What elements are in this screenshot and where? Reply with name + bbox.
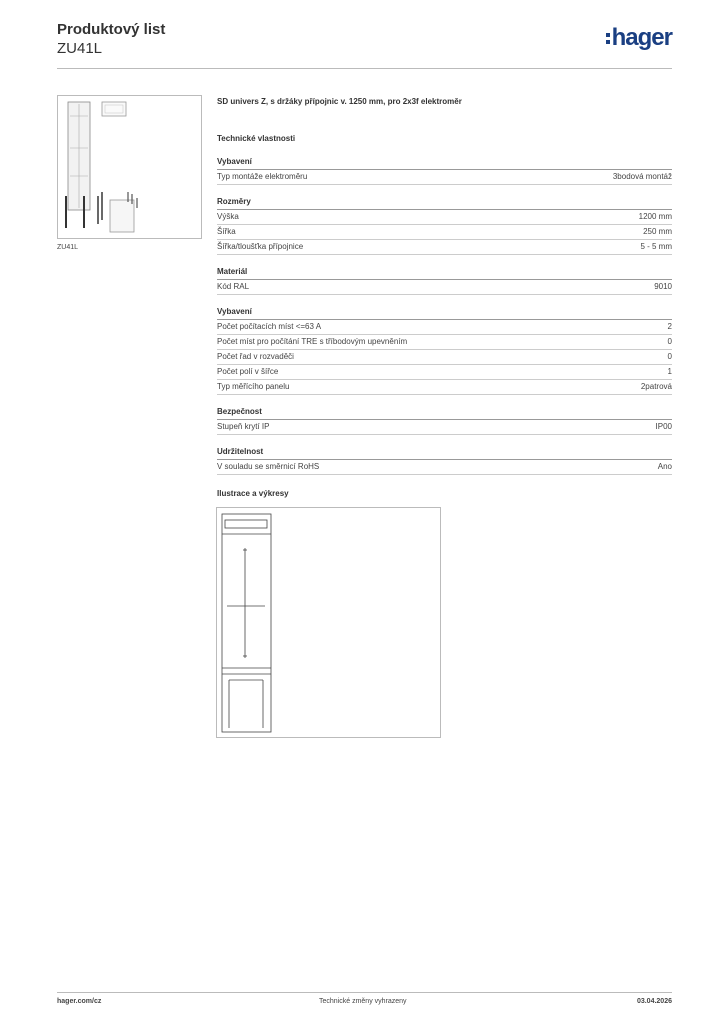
spec-label: Šířka/tloušťka přípojnice (217, 242, 304, 251)
spec-value: 2patrová (640, 382, 672, 391)
spec-label: Počet polí v šířce (217, 367, 279, 376)
spec-row (217, 240, 672, 255)
spec-row (217, 225, 672, 240)
spec-label: Výška (217, 212, 239, 221)
product-image (57, 95, 202, 239)
spec-row (217, 365, 672, 380)
spec-value: 3bodová montáž (612, 172, 672, 181)
product-description-title: SD univers Z, s držáky přípojnic v. 1250 mm, pro 2x3f elektroměr (217, 97, 462, 106)
spec-row (217, 210, 672, 225)
technical-drawing (216, 507, 441, 738)
group-title: Vybavení (217, 157, 672, 170)
footer-note: Technické změny vyhrazeny (319, 998, 407, 1005)
spec-label: Počet řad v rozvaděči (217, 352, 294, 361)
spec-label: Šířka (217, 227, 236, 236)
spec-row (217, 170, 672, 185)
spec-value: 1200 mm (638, 212, 672, 221)
spec-label: V souladu se směrnicí RoHS (217, 462, 320, 471)
spec-group-sustainability (217, 447, 672, 475)
spec-value: Ano (657, 462, 672, 471)
document-type-title: Produktový list (57, 21, 166, 38)
spec-label: Počet počítacích míst <=63 A (217, 322, 322, 331)
spec-value: 0 (667, 337, 672, 346)
main-content (217, 97, 672, 498)
product-code: ZU41L (57, 40, 103, 57)
spec-value: 250 mm (643, 227, 672, 236)
spec-label: Typ měřícího panelu (217, 382, 290, 391)
footer-divider (57, 992, 672, 993)
spec-group-material (217, 267, 672, 295)
logo-text: hager (611, 24, 672, 51)
spec-label: Typ montáže elektroměru (217, 172, 308, 181)
group-title: Udržitelnost (217, 447, 672, 460)
spec-value: 1 (667, 367, 672, 376)
spec-row (217, 460, 672, 475)
spec-value: 0 (667, 352, 672, 361)
spec-value: IP00 (655, 422, 672, 431)
spec-row (217, 380, 672, 395)
technical-properties-title: Technické vlastnosti (217, 134, 296, 143)
group-title: Rozměry (217, 197, 672, 210)
header-divider (57, 68, 672, 69)
spec-value: 5 - 5 mm (640, 242, 672, 251)
enclosure-drawing (217, 508, 440, 737)
spec-value: 2 (667, 322, 672, 331)
spec-row (217, 280, 672, 295)
spec-row (217, 350, 672, 365)
spec-row (217, 320, 672, 335)
spec-group-dimensions (217, 197, 672, 255)
spec-row (217, 420, 672, 435)
logo-dots-icon (606, 33, 610, 44)
footer-website-link[interactable]: hager.com/cz (57, 998, 102, 1005)
spec-group-safety (217, 407, 672, 435)
spec-group-equipment (217, 157, 672, 185)
hager-logo (606, 26, 672, 50)
spec-label: Kód RAL (217, 282, 250, 291)
spec-row (217, 335, 672, 350)
product-photo-illustration (58, 96, 201, 238)
illustrations-title: Ilustrace a výkresy (217, 489, 289, 498)
group-title: Materiál (217, 267, 672, 280)
spec-group-equipment-2 (217, 307, 672, 395)
spec-value: 9010 (654, 282, 672, 291)
spec-label: Počet míst pro počítání TRE s tříbodovým upevněním (217, 337, 408, 346)
group-title: Vybavení (217, 307, 672, 320)
spec-label: Stupeň krytí IP (217, 422, 270, 431)
footer-date: 03.04.2026 (636, 998, 672, 1005)
document-header (57, 20, 165, 58)
product-image-caption: ZU41L (57, 244, 79, 251)
group-title: Bezpečnost (217, 407, 672, 420)
